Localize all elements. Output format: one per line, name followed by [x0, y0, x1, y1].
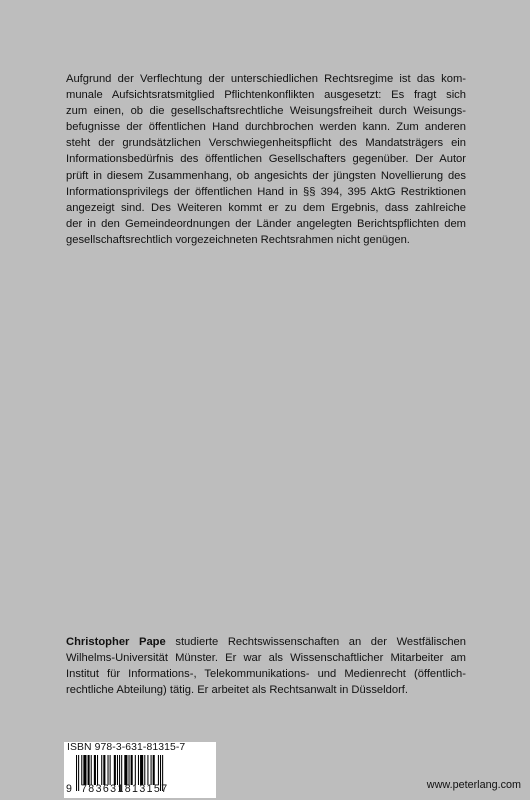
barcode-bar	[140, 755, 143, 785]
isbn-label: ISBN 978-3-631-81315-7	[67, 742, 186, 753]
barcode-bar	[108, 755, 109, 785]
barcode-bar	[138, 755, 139, 785]
barcode-bar	[91, 755, 92, 785]
description-line: zum einen, ob die gesellschaftsrechtliche Weisungsfreiheit durch Weisungs-	[66, 105, 466, 118]
barcode-bar	[103, 755, 105, 785]
description-line: befugnisse der öffentlichen Hand durchbrochen werden kann. Zum anderen	[66, 121, 466, 134]
description-line: angezeigt sind. Des Weiteren kommt er zu dem Ergebnis, dass zahlreiche	[66, 201, 466, 214]
bio-line	[66, 634, 466, 650]
bio-line: rechtliche Abteilung) tätig. Er arbeitet als Rechtsanwalt in Düsseldorf.	[66, 684, 409, 697]
description-line: Informationsbedürfnis des öffentlichen Gesellschafters gegenüber. Der Autor	[66, 153, 466, 166]
barcode-bar	[153, 755, 155, 785]
author-bio	[66, 634, 466, 698]
barcode-bar	[83, 755, 86, 785]
barcode-digits	[64, 783, 216, 798]
publisher-website: www.peterlang.com	[426, 779, 521, 791]
description-line: Informationsprivilegs der öffentlichen Hand in §§ 394, 395 AktG Restriktionen	[66, 185, 466, 198]
barcode-bar	[117, 755, 118, 785]
description-line: prüft in diesem Zusammenhang, ob angesichts der jüngsten Novellierung des	[66, 169, 466, 182]
barcode-first-digit: 9	[66, 783, 73, 795]
barcode-bar	[88, 755, 90, 785]
description-line: der in den Gemeindeordnungen der Länder angelegten Berichtspflichten dem	[66, 217, 466, 230]
description-line: gesellschaftsrechtlich vorgezeichneten Rechtsrahmen nicht genügen.	[66, 233, 410, 246]
barcode-bar	[81, 755, 82, 785]
description-line: Aufgrund der Verflechtung der unterschiedlichen Rechtsregime ist das kom-	[66, 73, 466, 85]
barcode-bar	[114, 755, 116, 785]
barcode-bar	[124, 755, 127, 785]
barcode-bar	[110, 755, 111, 785]
author-name: Christopher Pape	[66, 636, 166, 648]
barcode-bar	[101, 755, 102, 785]
barcode-bar	[94, 755, 96, 785]
barcode-bar	[151, 755, 152, 785]
description-line: munale Aufsichtsratsmitglied Pflichtenkonflikten ausgesetzt: Es fragt sich	[66, 89, 466, 102]
isbn-barcode-box	[64, 742, 216, 798]
barcode-bar	[131, 755, 133, 785]
bio-line: Wilhelms-Universität Münster. Er war als Wissenschaftlicher Mitarbeiter am	[66, 652, 466, 665]
book-description	[66, 71, 466, 248]
description-line: steht der grundsätzlichen Verschwiegenheitspflicht des Mandatsträgers ein	[66, 137, 466, 150]
bio-line: Institut für Informations-, Telekommunikations- und Medienrecht (öffentlich-	[66, 668, 466, 681]
barcode-bar	[144, 755, 145, 785]
barcode-bar	[147, 755, 148, 785]
barcode-bar	[97, 755, 98, 785]
barcode-rest-digits: 783631813157	[81, 783, 169, 795]
barcode-bar	[158, 755, 159, 785]
barcode-bar	[135, 755, 136, 785]
barcode-bar	[129, 755, 130, 785]
bio-line-text: studierte Rechtswissenschaften an der Westfälischen	[165, 636, 467, 648]
